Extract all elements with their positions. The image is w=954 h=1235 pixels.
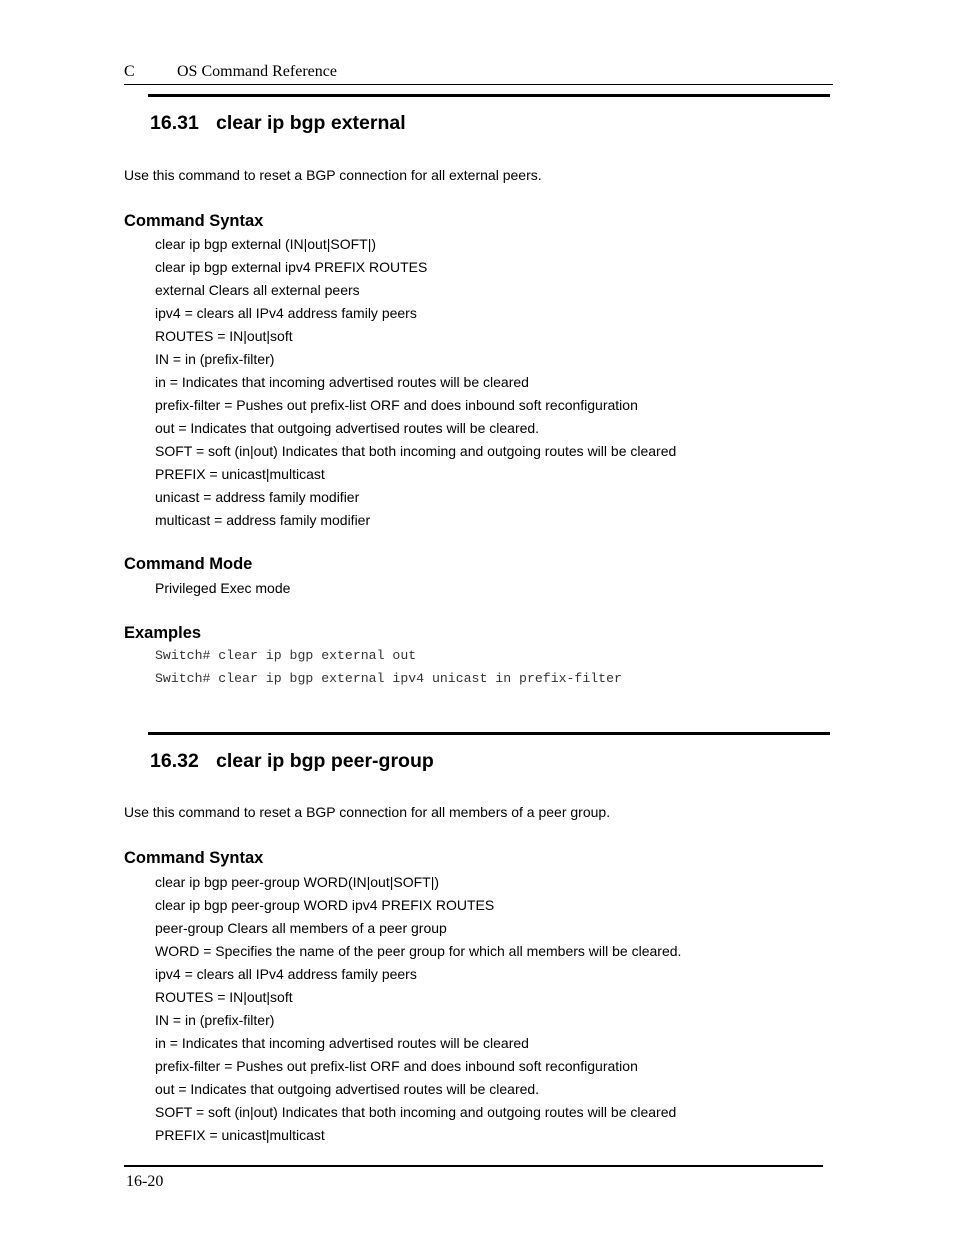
section-rule-2: [148, 732, 830, 735]
text-line: ipv4 = clears all IPv4 address family peers: [155, 305, 417, 321]
text-line: WORD = Specifies the name of the peer group for which all members will be cleared.: [155, 943, 682, 959]
section-title-text: clear ip bgp peer-group: [216, 750, 434, 772]
command-syntax-heading: Command Syntax: [124, 212, 264, 230]
text-line: IN = in (prefix-filter): [155, 351, 275, 367]
section-number: 16.31: [150, 112, 199, 134]
text-line: unicast = address family modifier: [155, 489, 360, 505]
section-description: Use this command to reset a BGP connection for all members of a peer group.: [124, 804, 611, 820]
page-header: [124, 62, 833, 85]
text-line: Privileged Exec mode: [155, 580, 291, 596]
text-line: PREFIX = unicast|multicast: [155, 1127, 325, 1143]
command-syntax-list: [155, 235, 676, 534]
text-line: ipv4 = clears all IPv4 address family peers: [155, 966, 417, 982]
section-title-16-31: [150, 112, 406, 135]
text-line: ROUTES = IN|out|soft: [155, 989, 293, 1005]
text-line: peer-group Clears all members of a peer group: [155, 920, 447, 936]
section-title-16-32: [150, 750, 434, 773]
text-line: SOFT = soft (in|out) Indicates that both incoming and outgoing routes will be cleared: [155, 443, 677, 459]
text-line: clear ip bgp peer-group WORD(IN|out|SOFT|): [155, 874, 439, 890]
text-line: out = Indicates that outgoing advertised routes will be cleared.: [155, 420, 540, 436]
header-letter: C: [124, 63, 135, 80]
text-line: ROUTES = IN|out|soft: [155, 328, 293, 344]
section-description: Use this command to reset a BGP connection for all external peers.: [124, 167, 542, 183]
section-rule-1: [148, 94, 830, 97]
command-mode-heading: Command Mode: [124, 555, 253, 573]
text-line: clear ip bgp external ipv4 PREFIX ROUTES: [155, 259, 428, 275]
command-syntax-heading: Command Syntax: [124, 849, 264, 867]
command-syntax-list: [155, 873, 681, 1149]
command-mode-list: [155, 579, 290, 602]
text-line: multicast = address family modifier: [155, 512, 371, 528]
text-line: clear ip bgp peer-group WORD ipv4 PREFIX ROUTES: [155, 897, 495, 913]
page-number: 16-20: [126, 1173, 164, 1190]
text-line: out = Indicates that outgoing advertised routes will be cleared.: [155, 1081, 540, 1097]
header-title: OS Command Reference: [177, 63, 337, 80]
examples-heading: Examples: [124, 624, 202, 642]
section-number: 16.32: [150, 750, 199, 772]
text-line: Switch# clear ip bgp external out: [155, 648, 417, 663]
text-line: IN = in (prefix-filter): [155, 1012, 275, 1028]
examples-code-list: [155, 647, 622, 693]
text-line: SOFT = soft (in|out) Indicates that both incoming and outgoing routes will be cleared: [155, 1104, 677, 1120]
text-line: in = Indicates that incoming advertised routes will be cleared: [155, 1035, 529, 1051]
text-line: prefix-filter = Pushes out prefix-list ORF and does inbound soft reconfiguration: [155, 397, 638, 413]
text-line: Switch# clear ip bgp external ipv4 unicast in prefix-filter: [155, 671, 622, 686]
page-footer: [124, 1165, 823, 1190]
text-line: in = Indicates that incoming advertised routes will be cleared: [155, 374, 529, 390]
text-line: external Clears all external peers: [155, 282, 360, 298]
text-line: PREFIX = unicast|multicast: [155, 466, 325, 482]
text-line: clear ip bgp external (IN|out|SOFT|): [155, 236, 376, 252]
text-line: prefix-filter = Pushes out prefix-list ORF and does inbound soft reconfiguration: [155, 1058, 638, 1074]
section-title-text: clear ip bgp external: [216, 112, 406, 134]
